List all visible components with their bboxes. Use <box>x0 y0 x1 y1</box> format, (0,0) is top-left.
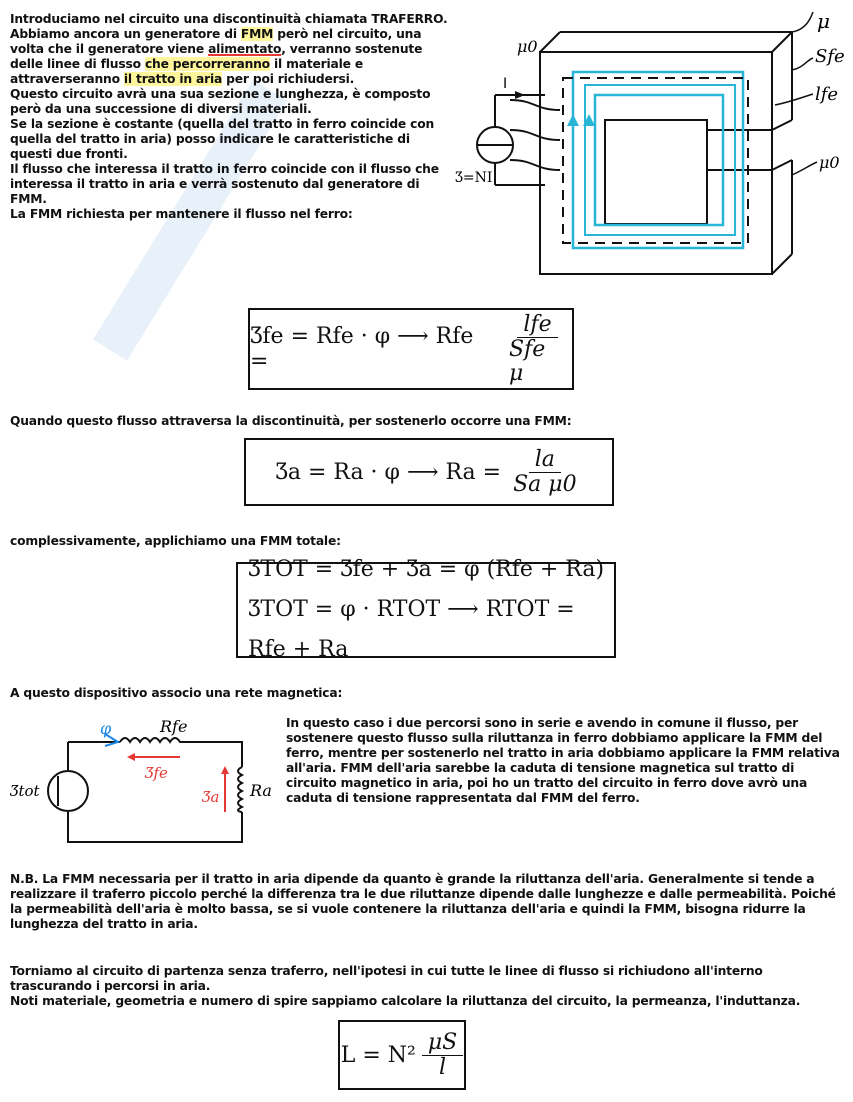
network-ffe: Ʒfe <box>145 764 168 782</box>
label-mu0-right: μ0 <box>819 153 840 172</box>
intro-p6: La FMM richiesta per mantenere il flusso nel ferro: <box>10 207 353 221</box>
intro-line1: Introduciamo nel circuito una discontinuità chiamata TRAFERRO. <box>10 12 448 26</box>
equation-box-2 <box>244 438 614 506</box>
flux-line-outer <box>573 72 743 248</box>
magnetic-circuit-diagram <box>455 10 845 280</box>
label-source: Ʒ=NI <box>455 170 493 186</box>
eq3-line1: ƷTOT = Ʒfe + Ʒa = φ (Rfe + Ra) <box>248 557 605 582</box>
eq4-denominator: l <box>439 1054 447 1080</box>
network-phi: φ <box>100 719 112 738</box>
flux-line-mid <box>585 85 735 235</box>
magnetic-network-diagram <box>10 712 280 852</box>
label-current: I <box>503 76 508 92</box>
eq1-numerator: lfe <box>517 313 557 338</box>
text3: complessivamente, applichiamo una FMM totale: <box>10 534 341 548</box>
eq1-lhs: Ʒfe = Rfe · φ ⟶ Rfe = <box>250 324 474 374</box>
network-fa: Ʒa <box>202 788 220 806</box>
eq4-numerator: μS <box>422 1031 463 1056</box>
intro-p4: Se la sezione è costante (quella del tratto in ferro coincide con quella del tratto in aria) posso indicare le caratteristiche di questi due fronti. <box>10 117 435 161</box>
intro-p3: Questo circuito avrà una sua sezione e lunghezza, è composto però da una successione di diversi materiali. <box>10 87 431 116</box>
text2: Quando questo flusso attraversa la discontinuità, per sostenerlo occorre una FMM: <box>10 414 572 428</box>
network-ra: Ra <box>250 781 272 800</box>
eq3-line2: ƷTOT = φ · RTOT ⟶ RTOT = Rfe + Ra <box>248 597 575 662</box>
resistor-rfe <box>120 738 190 742</box>
network-ftot: Ʒtot <box>10 782 40 800</box>
label-lfe: lfe <box>815 84 839 105</box>
eq2-denominator: Sa μ0 <box>513 471 577 497</box>
resistor-ra <box>238 767 242 812</box>
network-source <box>48 771 88 811</box>
mean-path <box>563 78 748 243</box>
eq2-numerator: la <box>529 448 561 473</box>
eq2-fraction <box>507 448 582 497</box>
nb-text: N.B. La FMM necessaria per il tratto in aria dipende da quanto è grande la riluttanza dell'aria. Generalmente si tende a realizzare il traferro piccolo perché la differenza tra le due riluttanze dipende dalle lunghezze e dalle permeabilità. Poiché la permeabilità dell'aria è molto bassa, se si vuole contenere la riluttanza dell'aria e quindi la FMM, bisogna ridurre la lunghezza del tratto in aria. <box>10 872 836 931</box>
label-mu0-top: μ0 <box>517 37 538 56</box>
intro-text <box>10 12 450 222</box>
network-rfe: Rfe <box>160 717 188 736</box>
core-inner <box>605 120 707 224</box>
eq2-lhs: Ʒa = Ra · φ ⟶ Ra = <box>275 459 502 485</box>
eq4-lhs: L = N² <box>340 1042 416 1068</box>
eq4-fraction <box>422 1031 463 1080</box>
equation-box-4 <box>338 1020 466 1090</box>
eq1-fraction <box>503 313 572 386</box>
intro-p5: Il flusso che interessa il tratto in ferro coincide con il flusso che interessa il tratto in aria e verrà sostenuto dal generatore di FMM. <box>10 162 439 206</box>
intro-p2: Abbiamo ancora un generatore di FMM però nel circuito, una volta che il generatore viene alimentato, verranno sostenute delle linee di flusso che percorreranno il materiale e attraverseranno il tratto in aria per poi richiudersi. <box>10 27 423 86</box>
equation-box-3 <box>236 557 616 662</box>
label-mu: μ <box>817 10 830 33</box>
last-text-2: Noti materiale, geometria e numero di spire sappiamo calcolare la riluttanza del circuito, la permeanza, l'induttanza. <box>10 994 801 1008</box>
network-text: In questo caso i due percorsi sono in serie e avendo in comune il flusso, per sostenere questo flusso sulla riluttanza in ferro dobbiamo applicare la FMM del ferro, mentre per sostenerlo nel tratto in aria dobbiamo applicare la FMM relativa all'aria. FMM dell'aria sarebbe la caduta di tensione magnetica sul tratto di circuito magnetico in aria, poi ho un tratto del circuito in ferro dove avrò una caduta di tensione rappresentata dal FMM del ferro. <box>286 716 840 805</box>
coil <box>510 100 560 170</box>
label-sfe: Sfe <box>815 46 845 67</box>
eq1-denominator: Sfe μ <box>508 336 546 386</box>
flux-line-inner <box>595 95 723 225</box>
last-text-1: Torniamo al circuito di partenza senza traferro, nell'ipotesi in cui tutte le linee di flusso si richiudono all'interno trascurando i percorsi in aria. <box>10 964 763 993</box>
text4: A questo dispositivo associo una rete magnetica: <box>10 686 343 700</box>
equation-box-1 <box>248 308 574 390</box>
